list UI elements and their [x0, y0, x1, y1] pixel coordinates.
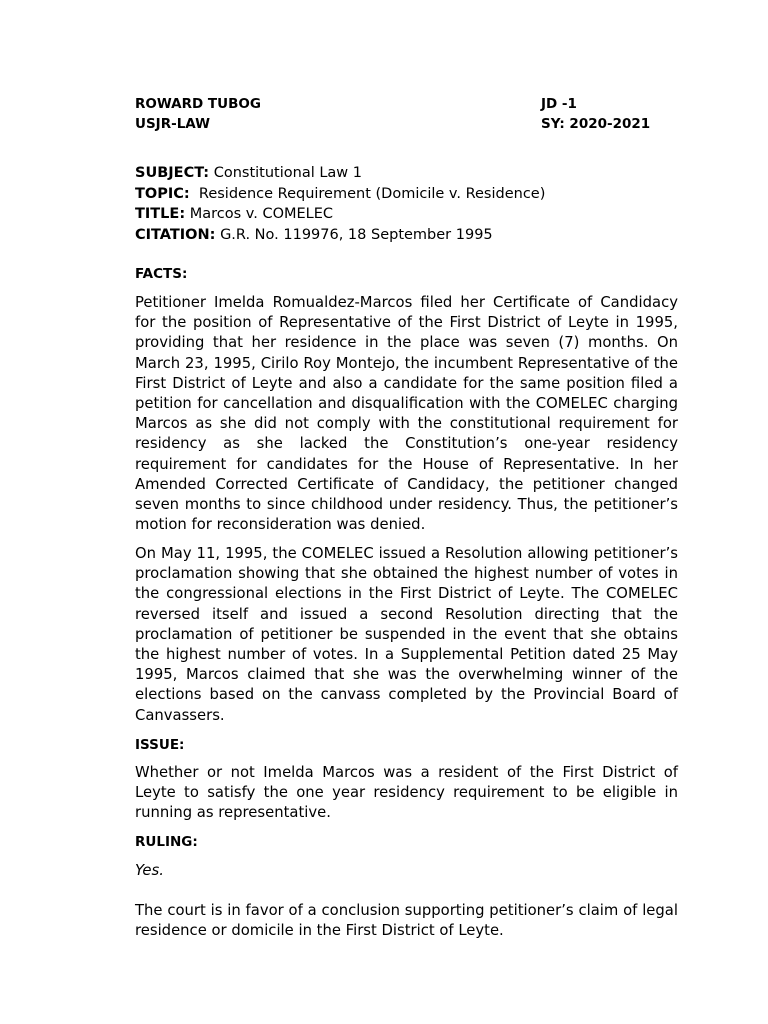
title-value: Marcos v. COMELEC: [189, 206, 334, 222]
subject-value: Constitutional Law 1: [213, 165, 363, 181]
citation-value: G.R. No. 119976, 18 September 1995: [220, 226, 493, 243]
issue-heading: ISSUE:: [135, 737, 185, 753]
topic-label: TOPIC:: [135, 185, 190, 202]
topic-value: Residence Requirement (Domicile v. Residence): [198, 185, 546, 202]
topic-line: [135, 184, 545, 205]
school-label: USJR-LAW: [135, 116, 211, 132]
subject-line: [135, 163, 545, 184]
citation-line: [135, 225, 545, 246]
subject-label: SUBJECT:: [135, 165, 210, 181]
facts-paragraph-2: On May 11, 1995, the COMELEC issued a Resolution allowing petitioner’s proclamation showing that she obtained the highest number of votes in the congressional elections in the First District of Leyte. The COMELEC reversed itself and issued a second Resolution directing that the proclamation of petitioner be suspended in the event that she obtains the highest number of votes. In a Supplemental Petition dated 25 May 1995, Marcos claimed that she was the overwhelming winner of the elections based on the canvass completed by the Provincial Board of Canvassers.: [135, 545, 678, 724]
citation-label: CITATION:: [135, 226, 216, 243]
facts-paragraph-1: Petitioner Imelda Romualdez-Marcos filed her Certificate of Candidacy for the position of Representative of the First District of Leyte in 1995, providing that her residence in the place was seven (7) months. On March 23, 1995, Cirilo Roy Montejo, the incumbent Representative of the First District of Leyte and also a candidate for the same position filed a petition for cancellation and disqualification with the COMELEC charging Marcos as she did not comply with the constitutional requirement for residency as she lacked the Constitution’s one-year residency requirement for candidates for the House of Representative. In her Amended Corrected Certificate of Candidacy, the petitioner changed seven months to since childhood under residency. Thus, the petitioner’s motion for reconsideration was denied.: [135, 294, 678, 534]
title-label: TITLE:: [135, 206, 186, 222]
case-meta: [135, 163, 545, 245]
facts-heading: FACTS:: [135, 266, 188, 282]
ruling-text: The court is in favor of a conclusion supporting petitioner’s claim of legal residence or domicile in the First District of Leyte.: [135, 902, 678, 940]
ruling-heading: RULING:: [135, 834, 198, 850]
course-label: JD -1: [541, 96, 577, 112]
issue-text: Whether or not Imelda Marcos was a resident of the First District of Leyte to satisfy the one year residency requirement to be eligible in running as representative.: [135, 764, 678, 822]
school-year-label: SY: 2020-2021: [541, 116, 651, 132]
title-line: [135, 204, 545, 225]
student-name: ROWARD TUBOG: [135, 96, 261, 112]
ruling-answer: Yes.: [135, 862, 164, 879]
